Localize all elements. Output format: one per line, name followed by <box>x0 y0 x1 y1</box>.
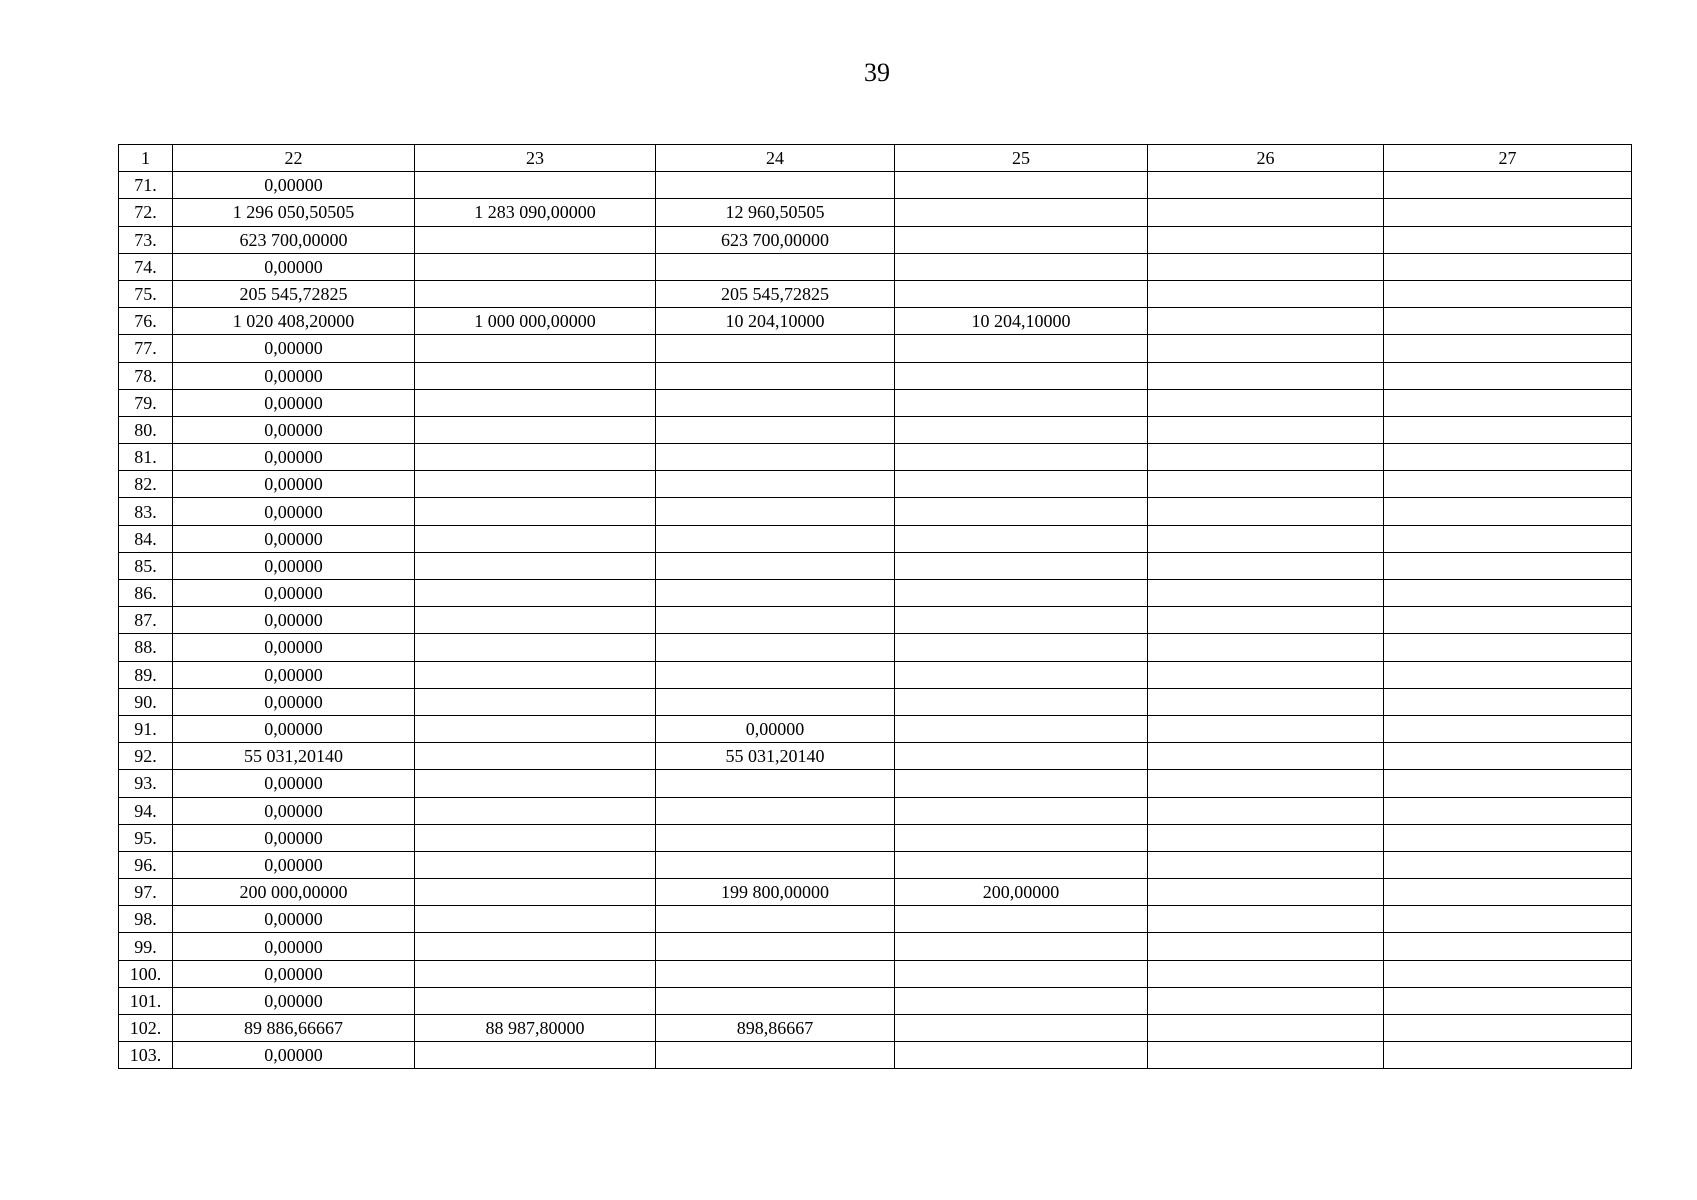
table-cell <box>1148 416 1384 443</box>
row-number-cell: 85. <box>119 552 173 579</box>
row-number-cell: 77. <box>119 335 173 362</box>
table-cell <box>1384 253 1632 280</box>
row-number-cell: 97. <box>119 879 173 906</box>
table-cell <box>1148 172 1384 199</box>
row-number-cell: 103. <box>119 1042 173 1069</box>
table-cell: 1 296 050,50505 <box>173 199 415 226</box>
row-number-cell: 98. <box>119 906 173 933</box>
table-body <box>119 172 1632 1069</box>
table-cell <box>415 933 656 960</box>
table-cell <box>656 362 895 389</box>
table-cell <box>895 498 1148 525</box>
table-cell <box>415 743 656 770</box>
table-cell: 0,00000 <box>656 715 895 742</box>
table-cell <box>415 634 656 661</box>
table-cell <box>1384 634 1632 661</box>
row-number-cell: 83. <box>119 498 173 525</box>
table-row <box>119 879 1632 906</box>
table-row <box>119 661 1632 688</box>
table-cell <box>895 253 1148 280</box>
table-cell <box>895 280 1148 307</box>
table-cell <box>415 688 656 715</box>
table-cell <box>656 607 895 634</box>
table-cell <box>1148 743 1384 770</box>
table-cell <box>656 525 895 552</box>
table-cell: 0,00000 <box>173 253 415 280</box>
table-cell <box>1148 335 1384 362</box>
table-row <box>119 906 1632 933</box>
table-cell <box>656 770 895 797</box>
table-cell <box>1148 362 1384 389</box>
table-cell: 623 700,00000 <box>173 226 415 253</box>
table-row <box>119 770 1632 797</box>
table-cell: 205 545,72825 <box>173 280 415 307</box>
table-cell <box>895 172 1148 199</box>
table-cell <box>895 933 1148 960</box>
table-cell: 10 204,10000 <box>895 308 1148 335</box>
table-cell: 0,00000 <box>173 416 415 443</box>
table-cell <box>895 987 1148 1014</box>
table-cell <box>656 1042 895 1069</box>
table-cell <box>1384 1042 1632 1069</box>
row-number-cell: 76. <box>119 308 173 335</box>
table-cell <box>895 471 1148 498</box>
table-cell: 0,00000 <box>173 389 415 416</box>
table-cell <box>1384 525 1632 552</box>
table-cell: 10 204,10000 <box>656 308 895 335</box>
table-cell: 0,00000 <box>173 471 415 498</box>
table-cell: 55 031,20140 <box>656 743 895 770</box>
table-cell <box>1384 715 1632 742</box>
row-number-cell: 94. <box>119 797 173 824</box>
table-row <box>119 471 1632 498</box>
column-header: 26 <box>1148 145 1384 172</box>
table-cell <box>656 416 895 443</box>
table-cell <box>415 1042 656 1069</box>
table-cell <box>1148 607 1384 634</box>
table-cell: 0,00000 <box>173 824 415 851</box>
table-cell <box>1148 715 1384 742</box>
table-cell: 12 960,50505 <box>656 199 895 226</box>
table-cell <box>656 580 895 607</box>
table-cell <box>415 770 656 797</box>
table-cell <box>1384 226 1632 253</box>
row-number-cell: 87. <box>119 607 173 634</box>
table-cell <box>1384 552 1632 579</box>
table-cell <box>415 552 656 579</box>
row-number-cell: 96. <box>119 851 173 878</box>
table-cell <box>656 933 895 960</box>
table-cell <box>1148 824 1384 851</box>
table-cell <box>1148 933 1384 960</box>
table-cell: 0,00000 <box>173 525 415 552</box>
table-cell <box>656 960 895 987</box>
table-cell <box>1384 471 1632 498</box>
row-number-cell: 71. <box>119 172 173 199</box>
table-cell: 0,00000 <box>173 444 415 471</box>
table-cell <box>1148 797 1384 824</box>
table-cell: 0,00000 <box>173 580 415 607</box>
table-cell <box>1148 444 1384 471</box>
row-number-cell: 73. <box>119 226 173 253</box>
table-row <box>119 933 1632 960</box>
table-row <box>119 552 1632 579</box>
table-row <box>119 389 1632 416</box>
table-cell <box>895 770 1148 797</box>
table-cell: 0,00000 <box>173 552 415 579</box>
row-number-cell: 82. <box>119 471 173 498</box>
table-cell: 0,00000 <box>173 1042 415 1069</box>
table-cell <box>415 661 656 688</box>
table-cell <box>1384 743 1632 770</box>
table-cell <box>1384 1015 1632 1042</box>
table-cell <box>895 824 1148 851</box>
table-row <box>119 172 1632 199</box>
table-cell <box>415 471 656 498</box>
table-cell <box>895 634 1148 661</box>
table-cell <box>656 471 895 498</box>
column-header: 25 <box>895 145 1148 172</box>
table-cell <box>1384 280 1632 307</box>
table-cell <box>1384 960 1632 987</box>
column-header: 27 <box>1384 145 1632 172</box>
table-cell <box>895 960 1148 987</box>
table-cell <box>1148 661 1384 688</box>
table-cell <box>1148 879 1384 906</box>
row-number-cell: 102. <box>119 1015 173 1042</box>
table-cell <box>415 607 656 634</box>
table-row <box>119 335 1632 362</box>
table-cell: 88 987,80000 <box>415 1015 656 1042</box>
table-cell: 205 545,72825 <box>656 280 895 307</box>
table-cell: 0,00000 <box>173 335 415 362</box>
table-cell: 0,00000 <box>173 933 415 960</box>
table-cell: 0,00000 <box>173 715 415 742</box>
table-cell <box>1384 172 1632 199</box>
table-row <box>119 580 1632 607</box>
table-cell <box>656 688 895 715</box>
table-cell: 0,00000 <box>173 498 415 525</box>
table-row <box>119 688 1632 715</box>
row-number-cell: 86. <box>119 580 173 607</box>
table-cell <box>895 199 1148 226</box>
table-cell: 0,00000 <box>173 851 415 878</box>
table-cell <box>1384 824 1632 851</box>
table-cell <box>656 444 895 471</box>
table-cell <box>1384 444 1632 471</box>
table-cell <box>415 580 656 607</box>
table-cell <box>1148 906 1384 933</box>
table-cell <box>1384 987 1632 1014</box>
table-cell <box>656 389 895 416</box>
table-row <box>119 226 1632 253</box>
table-row <box>119 851 1632 878</box>
table-cell <box>656 335 895 362</box>
table-cell <box>415 797 656 824</box>
row-number-cell: 91. <box>119 715 173 742</box>
table-cell <box>1384 879 1632 906</box>
table-row <box>119 715 1632 742</box>
table-row <box>119 362 1632 389</box>
page-number: 39 <box>864 58 890 87</box>
table-cell <box>895 389 1148 416</box>
row-number-cell: 92. <box>119 743 173 770</box>
table-cell <box>415 389 656 416</box>
table-cell <box>415 498 656 525</box>
table-row <box>119 607 1632 634</box>
table-cell <box>1148 960 1384 987</box>
table-cell <box>656 906 895 933</box>
table-row <box>119 634 1632 661</box>
row-number-cell: 89. <box>119 661 173 688</box>
table-cell: 0,00000 <box>173 770 415 797</box>
table-cell <box>1148 987 1384 1014</box>
table-cell <box>895 906 1148 933</box>
table-cell <box>1384 851 1632 878</box>
table-cell: 55 031,20140 <box>173 743 415 770</box>
table-cell <box>656 851 895 878</box>
table-row <box>119 824 1632 851</box>
table-row <box>119 1042 1632 1069</box>
table-cell <box>415 172 656 199</box>
table-cell <box>1384 580 1632 607</box>
table-cell <box>1384 498 1632 525</box>
table-cell: 623 700,00000 <box>656 226 895 253</box>
table-cell <box>895 851 1148 878</box>
table-cell <box>1148 226 1384 253</box>
table-cell <box>895 1015 1148 1042</box>
table-cell <box>1148 634 1384 661</box>
column-header: 22 <box>173 145 415 172</box>
table-cell <box>415 525 656 552</box>
table-cell <box>1148 253 1384 280</box>
table-cell <box>656 552 895 579</box>
row-number-cell: 101. <box>119 987 173 1014</box>
table-cell <box>1384 308 1632 335</box>
row-number-cell: 88. <box>119 634 173 661</box>
table-cell <box>656 661 895 688</box>
table-cell <box>895 416 1148 443</box>
table-cell <box>895 444 1148 471</box>
row-number-cell: 99. <box>119 933 173 960</box>
table-cell <box>656 172 895 199</box>
row-number-cell: 81. <box>119 444 173 471</box>
table-row <box>119 987 1632 1014</box>
table-cell: 0,00000 <box>173 987 415 1014</box>
table-cell <box>1148 280 1384 307</box>
table-cell: 0,00000 <box>173 797 415 824</box>
table-cell <box>895 226 1148 253</box>
table-cell <box>895 362 1148 389</box>
table-cell: 199 800,00000 <box>656 879 895 906</box>
table-cell <box>415 851 656 878</box>
table-cell <box>1148 525 1384 552</box>
table-cell: 1 283 090,00000 <box>415 199 656 226</box>
table-cell <box>1148 389 1384 416</box>
table-header-row <box>119 145 1632 172</box>
table-row <box>119 960 1632 987</box>
row-number-cell: 72. <box>119 199 173 226</box>
table-cell: 0,00000 <box>173 688 415 715</box>
table-cell: 0,00000 <box>173 906 415 933</box>
table-cell <box>656 498 895 525</box>
table-cell <box>415 335 656 362</box>
table-cell: 0,00000 <box>173 634 415 661</box>
table-cell <box>656 634 895 661</box>
table-cell <box>656 253 895 280</box>
table-cell <box>1384 688 1632 715</box>
table-cell <box>415 879 656 906</box>
table-cell <box>1384 770 1632 797</box>
table-cell <box>1148 308 1384 335</box>
table-row <box>119 1015 1632 1042</box>
table-row <box>119 280 1632 307</box>
table-cell <box>1384 933 1632 960</box>
table-cell <box>895 688 1148 715</box>
row-number-cell: 95. <box>119 824 173 851</box>
table-cell <box>415 362 656 389</box>
table-row <box>119 498 1632 525</box>
table-cell: 0,00000 <box>173 172 415 199</box>
table-cell: 898,86667 <box>656 1015 895 1042</box>
table-cell <box>895 552 1148 579</box>
column-header: 1 <box>119 145 173 172</box>
row-number-cell: 74. <box>119 253 173 280</box>
table-cell <box>656 824 895 851</box>
table-cell <box>895 525 1148 552</box>
table-row <box>119 199 1632 226</box>
table-cell <box>1148 498 1384 525</box>
table-cell <box>1148 851 1384 878</box>
table-row <box>119 743 1632 770</box>
table-cell <box>1148 471 1384 498</box>
row-number-cell: 80. <box>119 416 173 443</box>
table-cell: 89 886,66667 <box>173 1015 415 1042</box>
table-cell <box>895 797 1148 824</box>
table-cell <box>895 743 1148 770</box>
table-cell: 0,00000 <box>173 607 415 634</box>
table-cell: 200,00000 <box>895 879 1148 906</box>
table-cell <box>1384 607 1632 634</box>
table-cell <box>895 335 1148 362</box>
table-cell <box>1384 199 1632 226</box>
row-number-cell: 78. <box>119 362 173 389</box>
column-header: 24 <box>656 145 895 172</box>
table-row <box>119 308 1632 335</box>
table-row <box>119 525 1632 552</box>
table-cell: 0,00000 <box>173 960 415 987</box>
table-cell <box>1148 1042 1384 1069</box>
row-number-cell: 75. <box>119 280 173 307</box>
table-row <box>119 416 1632 443</box>
table-cell <box>656 797 895 824</box>
table-cell <box>415 253 656 280</box>
table-cell <box>1384 335 1632 362</box>
table-cell <box>415 715 656 742</box>
table-row <box>119 797 1632 824</box>
table-cell <box>415 226 656 253</box>
table-cell <box>1384 389 1632 416</box>
table-cell <box>1148 552 1384 579</box>
table-cell <box>1384 661 1632 688</box>
table-cell <box>1384 797 1632 824</box>
table-row <box>119 253 1632 280</box>
table-cell <box>1384 906 1632 933</box>
table-cell <box>415 960 656 987</box>
data-table <box>118 144 1632 1069</box>
row-number-cell: 93. <box>119 770 173 797</box>
table-cell <box>1148 580 1384 607</box>
table-cell <box>1384 416 1632 443</box>
table-cell <box>1384 362 1632 389</box>
table-cell <box>415 824 656 851</box>
table-cell: 0,00000 <box>173 661 415 688</box>
table-cell <box>415 444 656 471</box>
table-cell <box>895 661 1148 688</box>
table-cell <box>415 416 656 443</box>
table-cell <box>895 580 1148 607</box>
table-cell <box>415 906 656 933</box>
table-cell: 0,00000 <box>173 362 415 389</box>
table-cell <box>1148 1015 1384 1042</box>
column-header: 23 <box>415 145 656 172</box>
row-number-cell: 84. <box>119 525 173 552</box>
table-cell <box>1148 770 1384 797</box>
table-cell <box>895 715 1148 742</box>
table-cell: 1 000 000,00000 <box>415 308 656 335</box>
table-cell <box>895 607 1148 634</box>
row-number-cell: 79. <box>119 389 173 416</box>
table-cell <box>415 987 656 1014</box>
table-cell: 1 020 408,20000 <box>173 308 415 335</box>
table-cell <box>415 280 656 307</box>
table-cell <box>895 1042 1148 1069</box>
table-row <box>119 444 1632 471</box>
table-cell <box>1148 688 1384 715</box>
row-number-cell: 100. <box>119 960 173 987</box>
table-cell <box>1148 199 1384 226</box>
table-cell <box>656 987 895 1014</box>
row-number-cell: 90. <box>119 688 173 715</box>
table-cell: 200 000,00000 <box>173 879 415 906</box>
